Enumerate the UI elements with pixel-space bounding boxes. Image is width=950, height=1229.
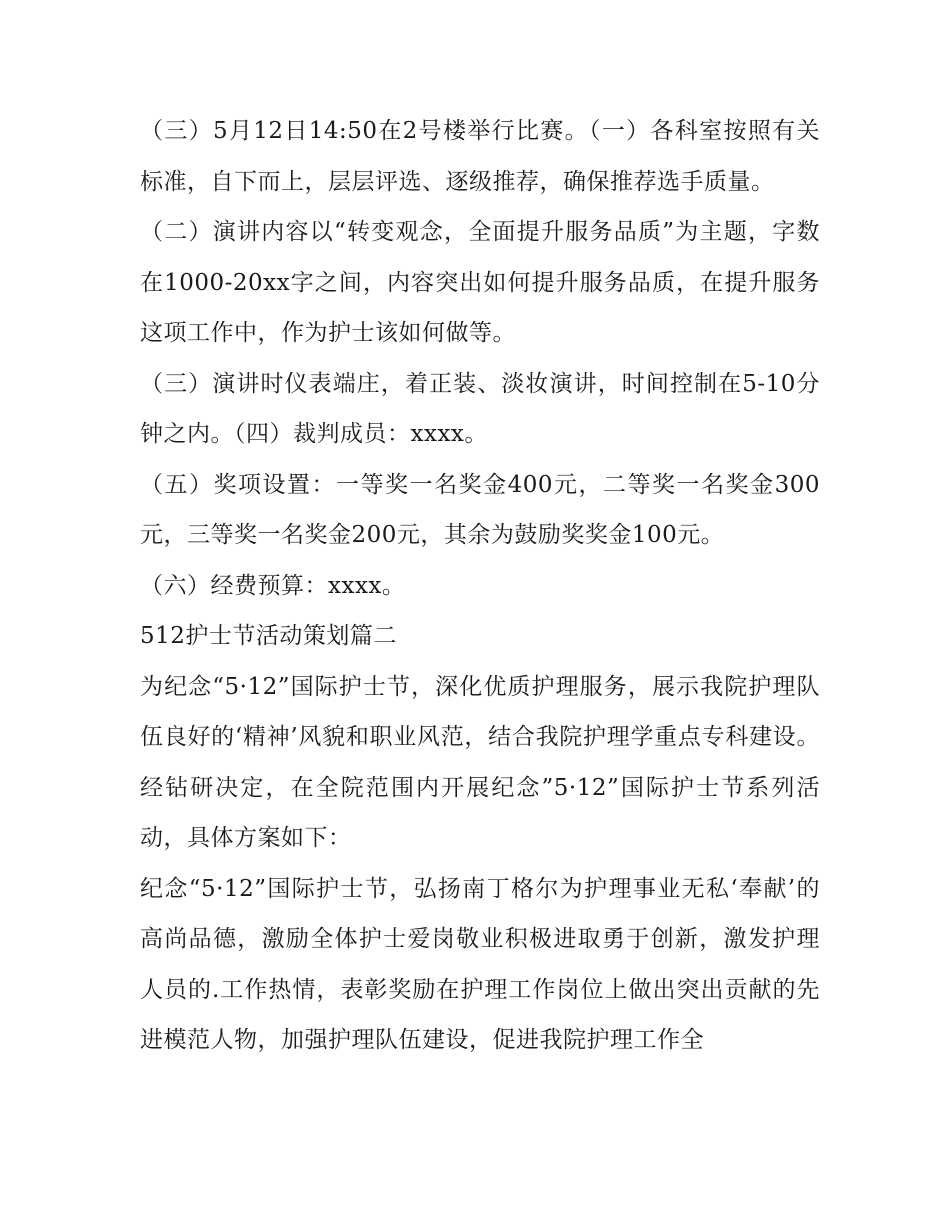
paragraph-purpose: 纪念“5·12”国际护士节，弘扬南丁格尔为护理事业无私‘奉献’的高尚品德，激励全体护士爱岗敬业积极进取勇于创新，激发护理人员的.工作热情，表彰奖励在护理工作岗位上做出突出贡献的先进模范人物，加强护理队伍建设，促进我院护理工作全 (140, 875, 820, 1053)
paragraph-intro: 为纪念“5·12”国际护士节，深化优质护理服务，展示我院护理队伍良好的‘精神’风貌和职业风范，结合我院护理学重点专科建设。经钻研决定，在全院范围内开展纪念”5·12”国际护士节系列活动，具体方案如下： (140, 673, 820, 851)
section-title: 512护士节活动策划篇二 (140, 623, 397, 649)
paragraph-speech-rules: （三）演讲时仪表端庄，着正装、淡妆演讲，时间控制在5-10分钟之内。（四）裁判成员：xxxx。 (140, 370, 820, 447)
paragraph-competition-time: （三）5月12日14:50在2号楼举行比赛。（一）各科室按照有关标准，自下而上，层层评选、逐级推荐，确保推荐选手质量。 (140, 118, 820, 195)
paragraph-budget: （六）经费预算：xxxx。 (140, 572, 406, 599)
paragraph-awards: （五）奖项设置：一等奖一名奖金400元，二等奖一名奖金300元，三等奖一名奖金200元，其余为鼓励奖奖金100元。 (140, 471, 820, 548)
paragraph-speech-content: （二）演讲内容以“转变观念，全面提升服务品质”为主题，字数在1000-20xx字之间，内容突出如何提升服务品质，在提升服务这项工作中，作为护士该如何做等。 (140, 219, 820, 346)
document-body (140, 106, 820, 1066)
